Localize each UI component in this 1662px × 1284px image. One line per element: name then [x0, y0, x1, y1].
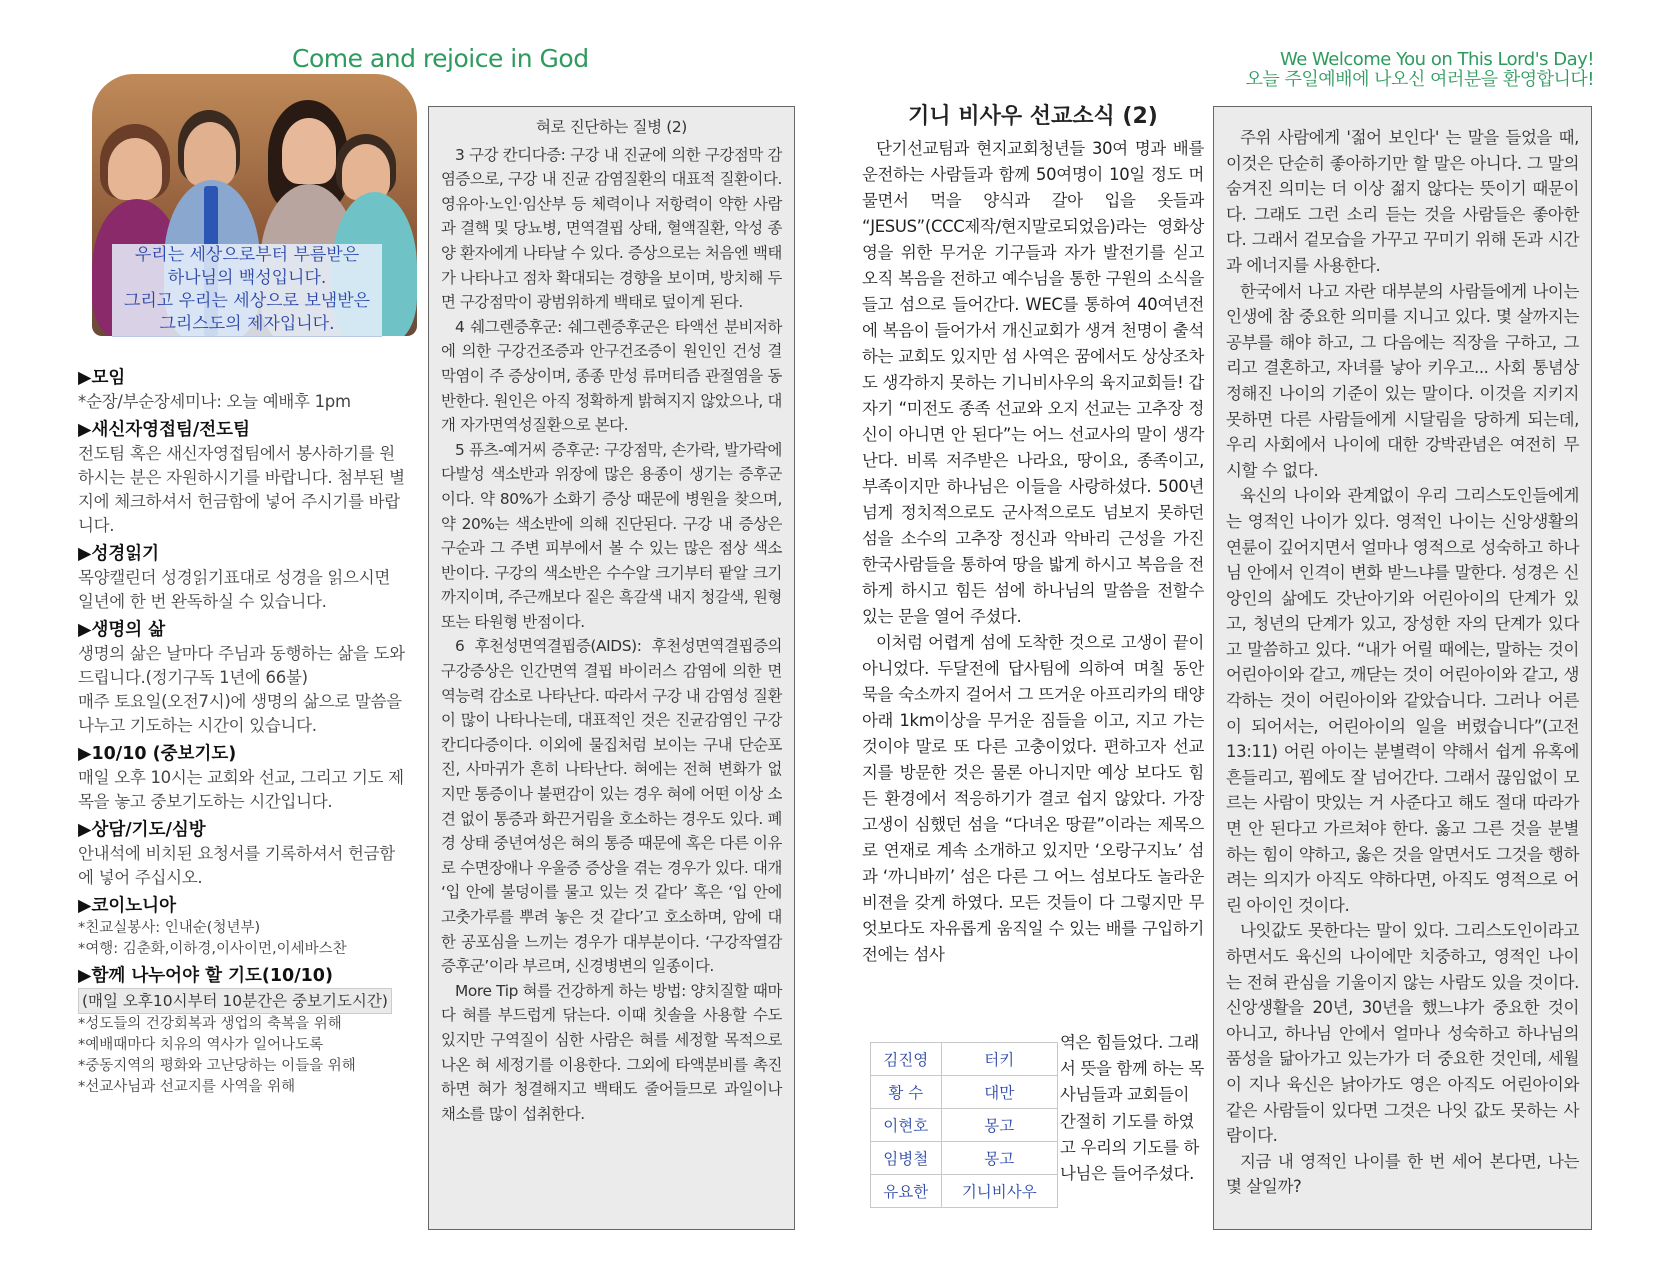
- prayer-item: *선교사님과 선교지를 사역을 위해: [78, 1079, 296, 1095]
- health-tip: More Tip 혀를 건강하게 하는 방법: 양치질할 때마다 혀를 부드럽게 닦는다. 이때 칫솔을 사용할 수도 있지만 구역질이 심한 사람은 혀를 세정할 목적으로 나온 혀 세정기를 이용한다. 그외에 타액분비를 촉진하면 혀가 청결해지고 백태도 줄어들므로 과일이나 채소를 많이 섭취한다.: [441, 981, 782, 1123]
- notice-heading-living-life: ▶생명의 삶: [78, 620, 166, 640]
- notice-evangelism-body: 전도팀 혹은 새신자영접팀에서 봉사하기를 원하시는 분은 자원하시기를 바랍니다. 첨부된 별지에 체크하셔서 헌금함에 넣어 주시기를 바랍니다.: [78, 444, 405, 535]
- photo-caption: [112, 244, 382, 337]
- mission-news-title: 기니 비사우 선교소식 (2): [908, 104, 1158, 129]
- mission-paragraph: 단기선교팀과 현지교회청년들 30여 명과 배를 운전하는 사람들과 함께 50여명이 10일 정도 머물면서 먹을 양식과 갈아 입을 옷들과 “JESUS”(CCC제작/현지말로되었음)라는 영화상영을 위한 무거운 기구들과 자가 발전기를 싣고 오직 복음을 전하고 예수님을 통한 구원의 소식을 들고 섬으로 들어간다. WEC를 통하여 40여년전에 복음이 들어가서 개신교회가 생겨 천명이 출석하는 교회도 있지만 섬 사역은 꿈에서도 상상조차도 생각하지 못하는 기니비사우의 육지교회들! 갑자기 “미전도 종족 선교와 오지 선교는 고추장 정신이 아니면 안 된다”는 어느 선교사의 말이 생각 난다. 비록 저주받은 나라요, 땅이요, 종족이고, 부족이지만 하나님은 이들을 사랑하셨다. 500년 넘게 정치적으로도 군사적으로도 넘보지 못하던 섬을 소수의 고추장 정신과 악바리 근성을 가진 한국사람들을 통하여 땅을 밟게 하시고 복음을 전하게 하시고 힘든 섬에 하나님의 말씀을 전할수 있는 문을 열어 주셨다.: [862, 139, 1204, 626]
- mission-paragraph: 이처럼 어렵게 섬에 도착한 것으로 고생이 끝이 아니었다. 두달전에 답사팀에 의하여 며칠 동안 묵을 숙소까지 걸어서 그 뜨거운 아프리카의 태양아래 1km이상을 무거운 짐들을 이고, 지고 가는 것이야 말로 또 다른 고충이었다. 편하고자 선교지를 방문한 것은 물론 아니지만 예상 보다도 힘든 환경에서 적응하기가 결코 쉽지 않았다. 가장 고생이 심했던 섬을 “다녀온 땅끝”이라는 제목으로 연재로 계속 소개하고 있지만 ‘오랑구지뇨’ 섬과 ‘까니바끼’ 섬은 다른 그 어느 섬보다도 놀라운 비젼을 갖게 하였다. 모든 것들이 다 그렇지만 무엇보다도 자유롭게 움직일 수 있는 배를 구입하기 전에는 섬사: [862, 633, 1204, 964]
- missionary-country: 터키: [941, 1043, 1058, 1076]
- essay-paragraph: 나잇값도 못한다는 말이 있다. 그리스도인이라고 하면서도 육신의 나이에만 치중하고, 영적인 나이는 전혀 관심을 기울이지 않는 사람도 있을 것이다. 신앙생활을 20년, 30년을 했느냐가 중요한 것이 아니고, 하나님 안에서 얼마나 성숙하고 하나님의 품성을 닮아가고 있는가가 더 중요한 것인데, 세월이 지나 육신은 낡아가도 영은 아직도 어린아이와 같은 사람들이 있다면 그것은 나잇 값도 못하는 사람이다.: [1226, 921, 1579, 1146]
- health-paragraph: 4 쉐그렌증후군: 쉐그렌증후군은 타액선 분비저하에 의한 구강건조증과 안구건조증이 원인인 건성 결막염이 주 증상이며, 종종 만성 류머티즘 관절염을 동반한다. 원인은 아직 정확하게 밝혀지지 않았으나, 대개 자가면역성질환으로 본다.: [441, 317, 782, 435]
- notice-bible-reading-body: 목양캘린더 성경읽기표대로 성경을 읽으시면 일년에 한 번 완독하실 수 있습니다.: [78, 568, 390, 611]
- spiritual-age-essay: [1213, 106, 1592, 1230]
- notice-heading-evangelism: ▶새신자영접팀/전도팀: [78, 420, 250, 440]
- health-paragraph: 5 퓨츠-예거씨 증후군: 구강점막, 손가락, 발가락에 다발성 색소반과 위장에 많은 용종이 생기는 증후군이다. 약 80%가 소화기 증상 때문에 병원을 찾으며, 약 20%는 색소반에 의해 진단된다. 구강 내 증상은 구순과 그 주변 피부에서 볼 수 있는 많은 점상 색소반이다. 구강의 색소반은 수수알 크기부터 팥알 크기까지이며, 주근깨보다 짙은 흑갈색 내지 청갈색, 원형 또는 타원형 반점이다.: [441, 440, 782, 631]
- missionary-name: 임병철: [871, 1142, 942, 1175]
- notice-koinonia-line: *친교실봉사: 인내순(청년부): [78, 920, 261, 936]
- notice-heading-koinonia: ▶코이노니아: [78, 896, 176, 916]
- health-paragraph: 6 후천성면역결핍증(AIDS): 후천성면역결핍증의 구강증상은 인간면역 결핍 바이러스 감염에 의한 면역능력 감소로 나타난다. 따라서 구강 내 감염성 질환이 많이 나타나는데, 대표적인 것은 진균감염인 구강 칸디다증이다. 이외에 물집처럼 보이는 구내 단순포진, 사마귀가 흔히 나타난다. 혀에는 전혀 변화가 없지만 통증이나 불편감이 있는 경우 혀에 어떤 이상 소견 없이 통증과 화끈거림을 호소하는 경우도 있다. 폐경 상태 중년여성은 혀의 통증 때문에 혹은 다른 이유로 수면장애나 우울증 증상을 겪는 경우가 있다. 대개 ‘입 안에 불덩이를 물고 있는 것 같다’ 혹은 ‘입 안에 고춧가루를 뿌려 놓은 것 같다’고 호소하며, 암에 대한 공포심을 느끼는 경우가 대부분이다. ‘구강작열감증후군’이라 부르며, 신경병변의 일종이다.: [441, 637, 782, 976]
- notice-heading-counsel: ▶상담/기도/심방: [78, 820, 206, 840]
- notice-living-life-body: 생명의 삶은 날마다 주님과 동행하는 삶을 도와드립니다.(정기구독 1년에 66불): [78, 644, 405, 687]
- missionary-table: [870, 1042, 1058, 1208]
- caption-line: 그리스도의 제자입니다.: [159, 314, 335, 334]
- health-article: [428, 106, 795, 1230]
- notice-meeting-body: *순장/부순장세미나: 오늘 예배후 1pm: [78, 392, 351, 411]
- mission-paragraph-tail: 역은 힘들었다. 그래서 뜻을 함께 하는 목사님들과 교회들이 간절히 기도를 하였고 우리의 기도를 하나님은 들어주셨다.: [1060, 1033, 1204, 1184]
- missionary-name: 이현호: [871, 1109, 942, 1142]
- missionary-country: 몽고: [941, 1109, 1058, 1142]
- caption-line: 하나님의 백성입니다.: [167, 268, 327, 288]
- essay-paragraph: 육신의 나이와 관계없이 우리 그리스도인들에게는 영적인 나이가 있다. 영적인 나이는 신앙생활의 연륜이 깊어지면서 얼마나 영적으로 성숙하고 하나님 안에서 인격이 변화 받느냐를 말한다. 성경은 신앙인의 삶에도 갓난아기와 어린아이의 단계가 있고, 청년의 단계가 있고, 장성한 자의 단계가 있다고 말씀하고 있다. “내가 어릴 때에는, 말하는 것이 어린아이와 같고, 깨닫는 것이 어린아이와 같고, 생각하는 것이 어린아이와 같았습니다. 그러나 어른이 되어서는, 어린아이의 일을 버렸습니다”(고전13:11) 어린 아이는 분별력이 약해서 쉽게 유혹에 흔들리고, 꾐에도 잘 넘어간다. 그래서 끊임없이 모르는 사람이 맛있는 거 사준다고 해도 절대 따라가면 안 된다고 가르쳐야 한다. 옳고 그른 것을 분별하는 힘이 약하고, 옳은 것을 알면서도 그것을 행하려는 의지가 아직도 약하다면, 아직도 영적으로 어린 아이인 것이다.: [1226, 486, 1579, 915]
- header-welcome: [1246, 50, 1594, 90]
- prayer-item: *중동지역의 평화와 고난당하는 이들을 위해: [78, 1058, 356, 1074]
- table-row: [871, 1076, 1058, 1109]
- prayer-item: *예배때마다 치유의 역사가 일어나도록: [78, 1037, 324, 1053]
- health-paragraph: 3 구강 칸디다증: 구강 내 진균에 의한 구강점막 감염증으로, 구강 내 진균 감염질환의 대표적 질환이다. 영유아·노인·임산부 등 체력이나 저항력이 약한 사람과 결핵 및 당뇨병, 면역결핍 상태, 혈액질환, 악성 종양 환자에게 나타날 수 있다. 증상으로는 처음엔 백태가 나타나고 점차 확대되는 경향을 보이며, 방치해 두면 구강점막이 광범위하게 백태로 덮이게 된다.: [441, 145, 782, 312]
- header-left-title: Come and rejoice in God: [292, 44, 589, 73]
- mission-news: [862, 104, 1204, 968]
- essay-paragraph: 한국에서 나고 자란 대부분의 사람들에게 나이는 인생에 참 중요한 의미를 지니고 있다. 몇 살까지는 공부를 해야 하고, 그 다음에는 직장을 구하고, 그리고 결혼하고, 자녀를 낳아 키우고... 사회 통념상 정해진 나이의 기준이 있는 말이다. 이것을 지키지 못하면 다른 사람들에게 시달림을 당하게 되는데, 우리 사회에서 나이에 대한 강박관념은 여전히 무시할 수 없다.: [1226, 281, 1579, 480]
- prayer-item: *성도들의 건강회복과 생업의 축복을 위해: [78, 1016, 342, 1032]
- table-row: [871, 1043, 1058, 1076]
- notice-counsel-body: 안내석에 비치된 요청서를 기록하셔서 헌금함에 넣어 주십시오.: [78, 844, 395, 887]
- welcome-english: We Welcome You on This Lord's Day!: [1279, 49, 1594, 70]
- missionary-country: 몽고: [941, 1142, 1058, 1175]
- essay-paragraph: 주위 사람에게 '젊어 보인다' 는 말을 들었을 때, 이것은 단순히 좋아하기만 할 말은 아니다. 그 말의 숨겨진 의미는 더 이상 젊지 않다는 뜻이기 때문이다. 그래도 그런 소리 듣는 것을 사람들은 좋아한다. 그래서 겉모습을 가꾸고 꾸미기 위해 돈과 시간과 에너지를 사용한다.: [1226, 128, 1579, 275]
- missionary-country: 기니비사우: [941, 1175, 1058, 1208]
- essay-paragraph: 지금 내 영적인 나이를 한 번 세어 본다면, 나는 몇 살일까?: [1226, 1151, 1579, 1197]
- missionary-name: 황 수: [871, 1076, 942, 1109]
- notice-heading-prayer: ▶10/10 (중보기도): [78, 744, 237, 764]
- prayer-time-note: (매일 오후10시부터 10분간은 중보기도시간): [78, 988, 392, 1014]
- church-notices: [78, 362, 410, 1098]
- caption-line: 그리고 우리는 세상으로 보냄받은: [123, 291, 371, 311]
- notice-prayer-body: 매일 오후 10시는 교회와 선교, 그리고 기도 제목을 놓고 중보기도하는 시간입니다.: [78, 768, 404, 811]
- notice-heading-bible-reading: ▶성경읽기: [78, 544, 160, 564]
- missionary-name: 김진영: [871, 1043, 942, 1076]
- caption-line: 우리는 세상으로부터 부름받은: [134, 245, 360, 265]
- notice-heading-meeting: ▶모임: [78, 368, 126, 388]
- notice-living-life-body-2: 매주 토요일(오전7시)에 생명의 삶으로 말씀을 나누고 기도하는 시간이 있습니다.: [78, 692, 402, 735]
- welcome-korean: 오늘 주일예배에 나오신 여러분을 환영합니다!: [1245, 69, 1594, 90]
- health-article-title: 혀로 진단하는 질병 (2): [536, 118, 687, 136]
- notice-heading-shared-prayer: ▶함께 나누어야 할 기도(10/10): [78, 966, 333, 986]
- table-row: [871, 1142, 1058, 1175]
- table-row: [871, 1175, 1058, 1208]
- table-row: [871, 1109, 1058, 1142]
- notice-koinonia-line: *여행: 김춘화,이하경,이사이먼,이세바스찬: [78, 941, 347, 957]
- missionary-name: 유요한: [871, 1175, 942, 1208]
- missionary-country: 대만: [941, 1076, 1058, 1109]
